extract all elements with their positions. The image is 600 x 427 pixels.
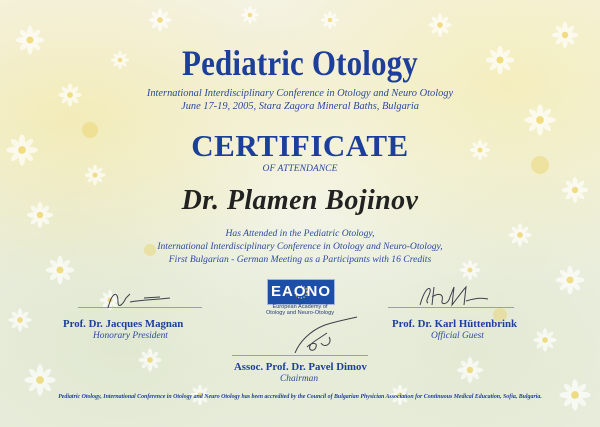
- dimov-signature: [285, 313, 365, 355]
- accreditation-note: Pediatric Otology, International Conference in Otology and Neuro Otology has been accredited by the Council of Bulgarian Physician Association for Continuous Medical Education, Sofia, Bulgaria.: [58, 394, 542, 400]
- signatory-name-right: Prof. Dr. Karl Hüttenbrink: [392, 318, 518, 330]
- attestation-line: International Interdisciplinary Conference in Otology and Neuro-Otology,: [157, 241, 443, 252]
- attestation-line: Has Attended in the Pediatric Otology,: [225, 228, 375, 239]
- signatory-name-center: Assoc. Prof. Dr. Pavel Dimov: [234, 361, 367, 373]
- logo-caption: European Academy of: [272, 304, 328, 310]
- eaono-logo: [267, 279, 335, 305]
- signatory-name-left: Prof. Dr. Jacques Magnan: [63, 318, 184, 330]
- magnan-signature: [100, 288, 180, 312]
- certificate-heading: CERTIFICATE: [191, 128, 409, 163]
- conference-name: International Interdisciplinary Conference in Otology and Neuro Otology: [146, 88, 454, 99]
- signatory-role-center: Chairman: [280, 374, 319, 384]
- attestation-line: First Bulgarian - German Meeting as a Participants with 16 Credits: [168, 254, 432, 265]
- huttenbrink-signature: [414, 283, 494, 309]
- certificate-subheading: OF ATTENDANCE: [262, 163, 338, 174]
- signature-line: [232, 355, 368, 356]
- conference-date-place: June 17-19, 2005, Stara Zagora Mineral Baths, Bulgaria: [181, 101, 419, 112]
- logo-text: EAONO: [270, 283, 331, 300]
- signatory-role-right: Official Guest: [431, 331, 484, 341]
- event-title: Pediatric Otology: [182, 43, 418, 83]
- signatory-role-left: Honorary President: [93, 331, 168, 341]
- logo-caption: Otology and Neuro-Otology: [265, 310, 335, 316]
- recipient-name: Dr. Plamen Bojinov: [181, 185, 419, 216]
